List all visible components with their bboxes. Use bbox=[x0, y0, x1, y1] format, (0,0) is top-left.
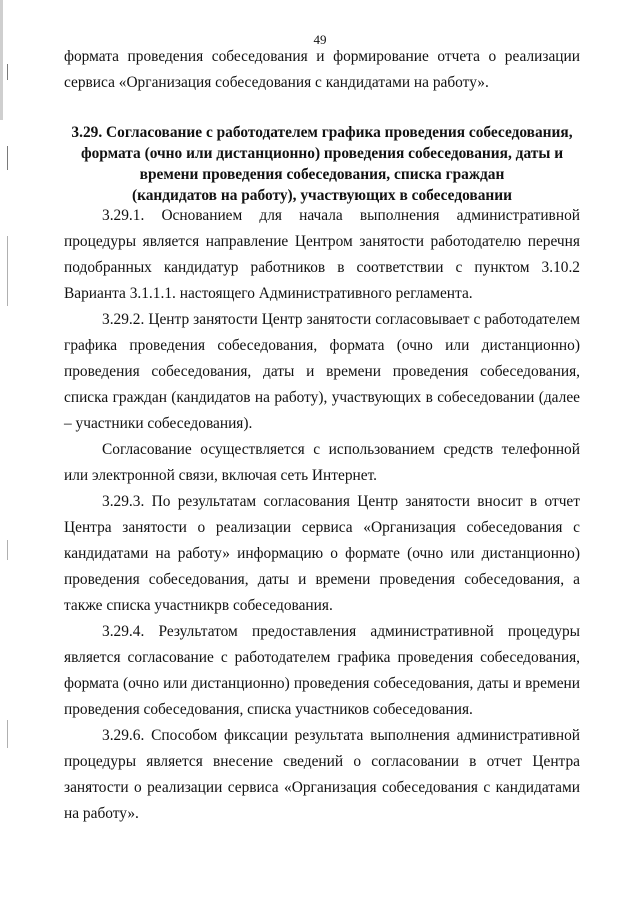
margin-mark bbox=[7, 146, 8, 170]
margin-mark bbox=[7, 64, 8, 80]
page-number: 49 bbox=[313, 32, 327, 47]
margin-mark bbox=[7, 236, 8, 306]
paragraph-agreement-means: Согласование осуществляется с использованием средств телефонной или электронной связи, включая сеть Интернет. bbox=[64, 441, 580, 484]
section-heading-line: формата (очно или дистанционно) проведения собеседования, даты и bbox=[80, 145, 564, 162]
paragraph-3-29-6: 3.29.6. Способом фиксации результата выполнения административной процедуры является внесение сведений о согласовании в отчет Центра занятости о реализации сервиса «Организация собеседования с кандидатами на работу». bbox=[64, 727, 580, 822]
scan-edge-top bbox=[0, 0, 3, 120]
section-heading-line: 3.29. Согласование с работодателем графика проведения собеседования, bbox=[71, 124, 573, 141]
section-heading-line: времени проведения собеседования, списка граждан bbox=[139, 166, 505, 183]
margin-mark bbox=[7, 540, 8, 560]
paragraph-3-29-2: 3.29.2. Центр занятости Центр занятости согласовывает с работодателем графика проведения собеседования, формата (очно или дистанционно) проведения собеседования, даты и времени проведения собеседования, списка граждан (кандидатов на работу), участвующих в собеседовании (далее – участники собеседования). bbox=[64, 311, 580, 432]
paragraph-3-29-3: 3.29.3. По результатам согласования Центр занятости вносит в отчет Центра занятости о реализации сервиса «Организация собеседования с кандидатами на работу» информацию о формате (очно или дистанционно) проведения собеседования, даты и времени проведения собеседования, а также списка участникрв собеседования. bbox=[64, 493, 580, 614]
paragraph-3-29-1: 3.29.1. Основанием для начала выполнения административной процедуры является направление Центром занятости работодателю перечня подобранных кандидатур работников в соответствии с пунктом 3.10.2 Варианта 3.1.1.1. настоящего Административного регламента. bbox=[64, 207, 580, 302]
margin-mark bbox=[7, 720, 8, 748]
section-body bbox=[64, 203, 580, 827]
intro-paragraph bbox=[64, 44, 580, 96]
section-heading-line: (кандидатов на работу), участвующих в собеседовании bbox=[131, 187, 513, 204]
paragraph-3-29-4: 3.29.4. Результатом предоставления административной процедуры является согласование с работодателем графика проведения собеседования, формата (очно или дистанционно) проведения собеседования, даты и времени проведения собеседования, списка участников собеседования. bbox=[64, 623, 580, 718]
section-heading bbox=[64, 122, 580, 206]
intro-text: формата проведения собеседования и формирование отчета о реализации сервиса «Организация собеседования с кандидатами на работу». bbox=[64, 48, 580, 91]
